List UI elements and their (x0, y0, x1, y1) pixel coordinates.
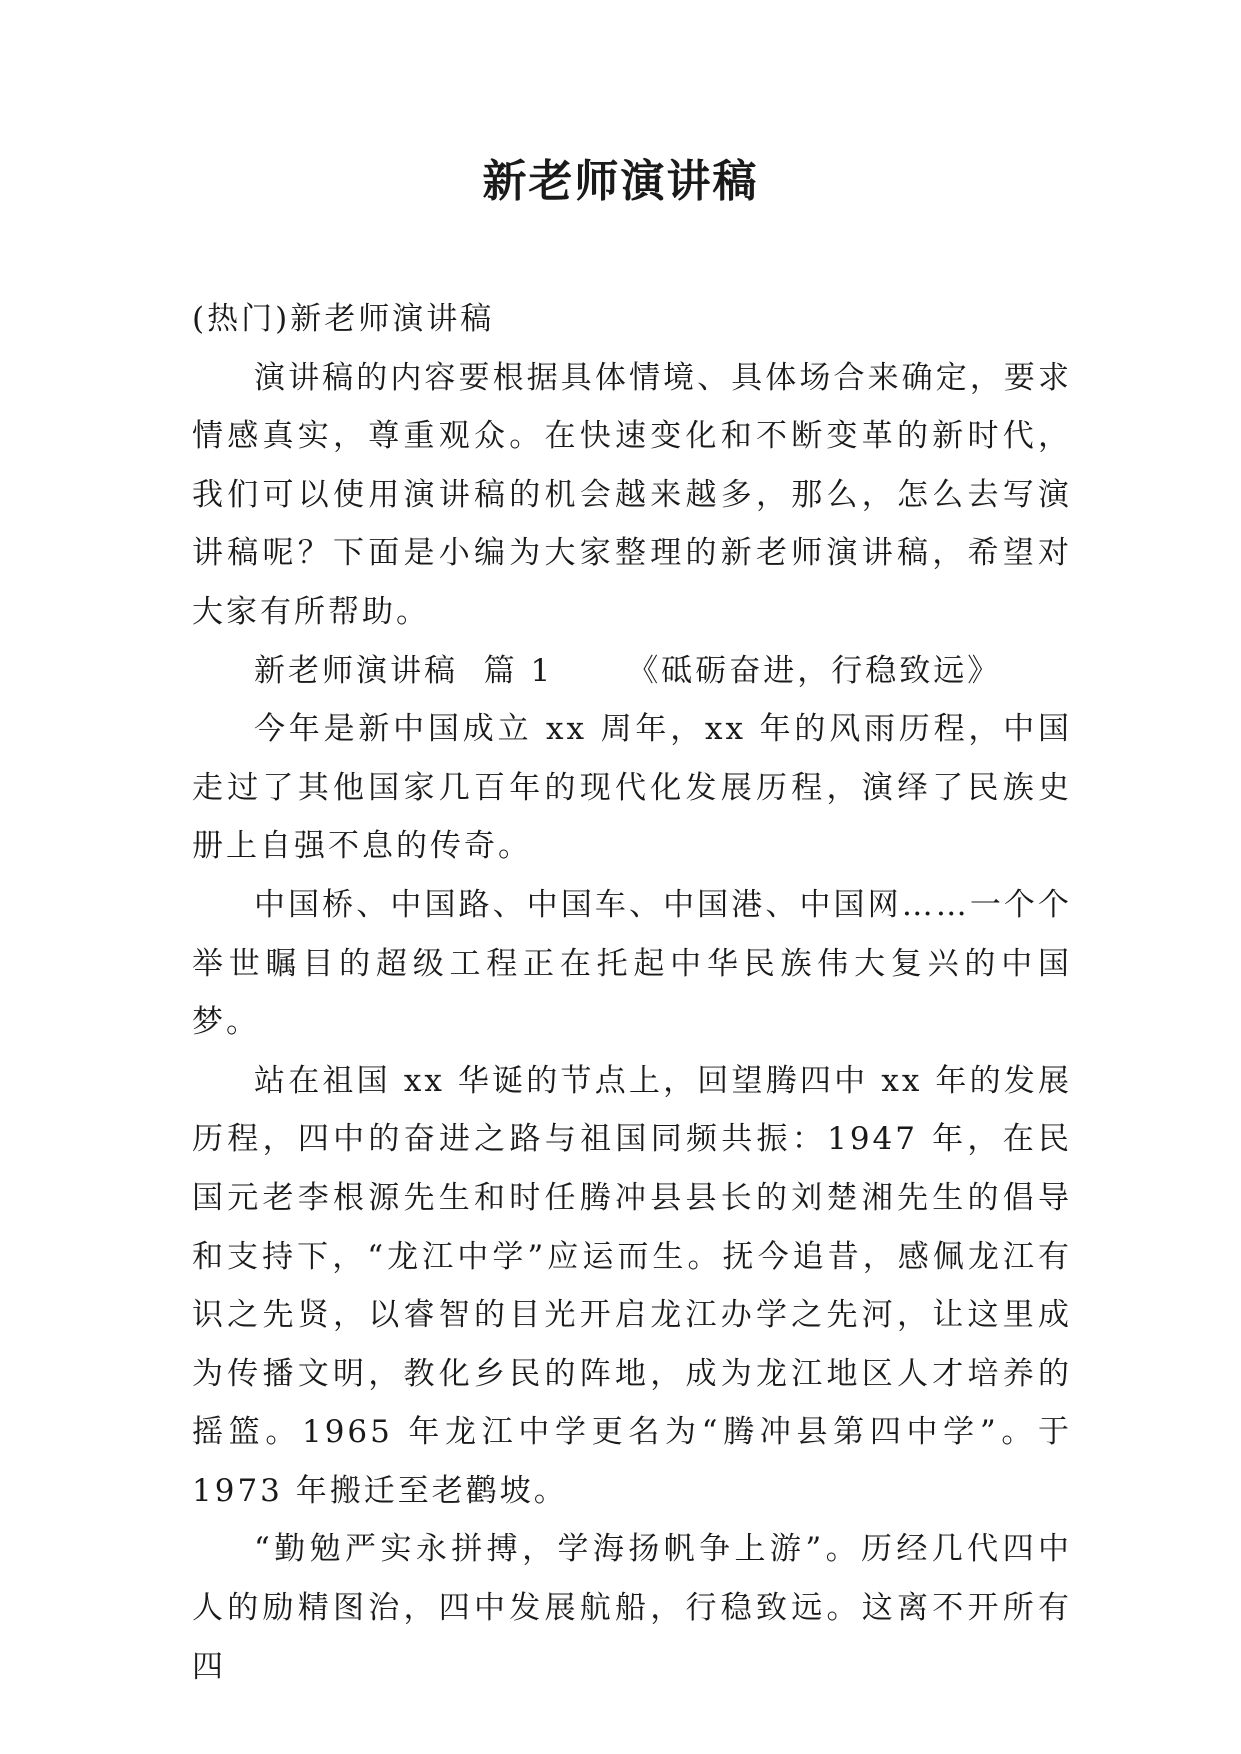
intro-paragraph: 演讲稿的内容要根据具体情境、具体场合来确定，要求情感真实，尊重观众。在快速变化和不断变革的新时代，我们可以使用演讲稿的机会越来越多，那么，怎么去写演讲稿呢？下面是小编为大家整理的新老师演讲稿，希望对大家有所帮助。 (192, 359, 1072, 630)
section-title: 《砥砺奋进，行稳致远》 (627, 652, 1002, 689)
section-label: 新老师演讲稿 篇 1 (254, 652, 554, 689)
document-title: 新老师演讲稿 (482, 156, 759, 207)
section-heading (192, 642, 1072, 701)
body-paragraph-4: “勤勉严实永拼搏，学海扬帆争上游”。历经几代四中人的励精图治，四中发展航船，行稳致远。这离不开所有四 (192, 1531, 1072, 1685)
body-paragraph-3: 站在祖国 xx 华诞的节点上，回望腾四中 xx 年的发展历程，四中的奋进之路与祖国同频共振：1947 年，在民国元老李根源先生和时任腾冲县县长的刘楚湘先生的倡导和支持下，“龙江中学”应运而生。抚今追昔，感佩龙江有识之先贤，以睿智的目光开启龙江办学之先河，让这里成为传播文明，教化乡民的阵地，成为龙江地区人才培养的摇篮。1965 年龙江中学更名为“腾冲县第四中学”。于 1973 年搬迁至老鹳坡。 (192, 1062, 1072, 1509)
document-subtitle: (热门)新老师演讲稿 (192, 301, 495, 337)
body-paragraph-2: 中国桥、中国路、中国车、中国港、中国网……一个个举世瞩目的超级工程正在托起中华民族伟大复兴的中国梦。 (192, 886, 1072, 1041)
document-body (192, 290, 1072, 1696)
body-paragraph-1: 今年是新中国成立 xx 周年，xx 年的风雨历程，中国走过了其他国家几百年的现代化发展历程，演绎了民族史册上自强不息的传奇。 (192, 711, 1072, 865)
